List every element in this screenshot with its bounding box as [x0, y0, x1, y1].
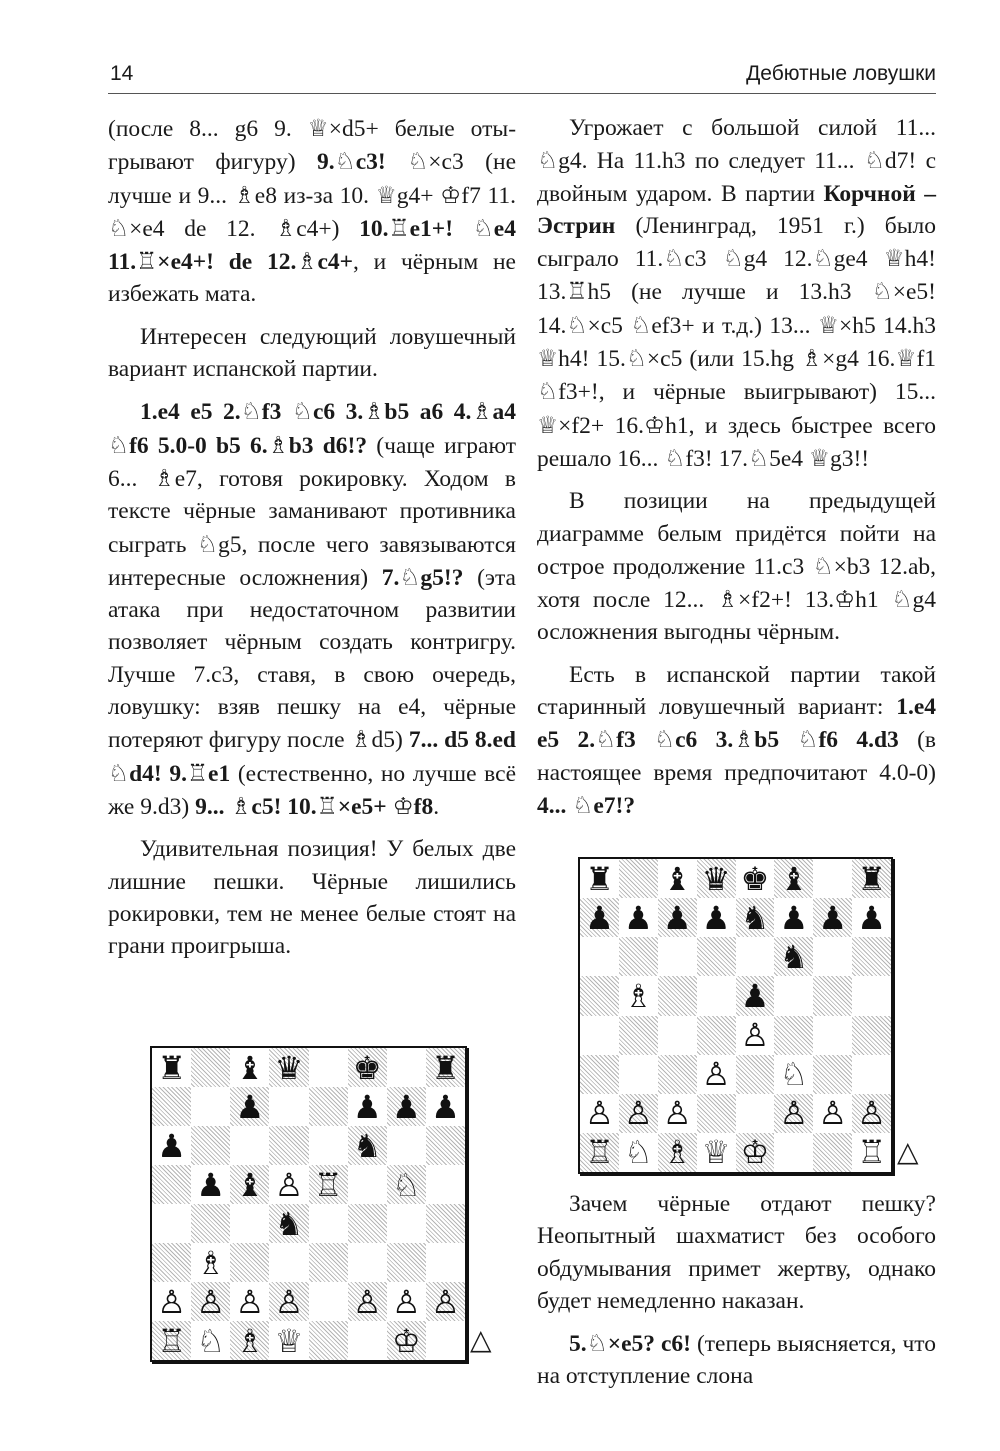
paragraph: В позиции на предыдущей диаграмме белым придётся пойти на острое продолжение 11.c3 ♘×b3 12.ab, хотя после 12... ♗×f2+! 13.♔h1 ♘g4 осложнения выгодны чёрным.	[537, 488, 937, 646]
black-rook-icon: ♜	[857, 859, 886, 898]
board-square	[658, 937, 697, 976]
board-square	[852, 859, 891, 898]
board-square	[736, 1016, 775, 1055]
board-square	[387, 1165, 426, 1204]
board-square	[269, 1282, 308, 1321]
white-bishop-icon: ♗	[623, 976, 653, 1015]
board-square	[774, 1133, 813, 1172]
board-square	[774, 1094, 813, 1133]
board-square	[619, 1055, 658, 1094]
paragraph: Угрожает с большой силой 11... ♘g4. На 11.h3 по следует 11... ♘d7! с двойным ударом. В партии Корчной – Эстрин (Ленинград, 1951 г.) было сыграло 11.♘c3 ♘g4 12.♘ge4 ♕h4! 13.♖h5 (не лучше и 13.h3 ♘×e5! 14.♘×c5 ♘ef3+ и т.д.) 13... ♕×h5 14.h3 ♕h4! 15.♘×c5 (или 15.hg ♗×g4 16.♕f1 ♘f3+!, и чёрные выигрывают) 15... ♕×f2+ 16.♔h1, и здесь быстрее всего решало 16... ♘f3! 17.♘5e4 ♕g3!!	[537, 115, 937, 472]
board-square	[736, 1133, 775, 1172]
board-square	[852, 1094, 891, 1133]
board-square	[658, 1133, 697, 1172]
black-bishop-icon: ♝	[235, 1048, 265, 1087]
board-square	[152, 1126, 191, 1165]
black-pawn-icon: ♟	[857, 898, 886, 937]
white-knight-icon: ♘	[779, 1055, 809, 1094]
black-pawn-icon: ♟	[623, 898, 653, 937]
board-square	[269, 1204, 308, 1243]
paragraph: Есть в испанской партии такой старинный ловушечный вариант: 1.e4 e5 2.♘f3 ♘c6 3.♗b5 ♘f6 4.d3 (в настоящее время предпочитают 4.0-0) 4... ♘e7!?	[537, 661, 937, 819]
board-square	[852, 1055, 891, 1094]
white-king-icon: ♔	[391, 1321, 421, 1360]
board-square	[697, 1094, 736, 1133]
board-square	[230, 1048, 269, 1087]
white-rook-icon: ♖	[585, 1133, 614, 1172]
white-pawn-icon: ♙	[157, 1282, 186, 1321]
header-rule	[108, 93, 936, 94]
black-rook-icon: ♜	[157, 1048, 186, 1087]
black-knight-icon: ♞	[740, 898, 770, 937]
board-square	[426, 1243, 465, 1282]
board-square	[619, 859, 658, 898]
page-header	[108, 60, 936, 90]
black-bishop-icon: ♝	[235, 1165, 265, 1204]
board-square	[619, 1094, 658, 1133]
board-square	[230, 1126, 269, 1165]
board-square	[580, 1055, 619, 1094]
board-square	[348, 1321, 387, 1360]
black-king-icon: ♚	[352, 1048, 382, 1087]
black-bishop-icon: ♝	[779, 859, 809, 898]
white-pawn-icon: ♙	[740, 1016, 770, 1055]
white-to-move-icon: △	[897, 1135, 919, 1168]
board-square	[813, 976, 852, 1015]
board-square	[697, 976, 736, 1015]
board-square	[580, 1094, 619, 1133]
board-square	[580, 859, 619, 898]
chess-diagram-2	[578, 857, 893, 1174]
board-square	[269, 1165, 308, 1204]
board-square	[426, 1165, 465, 1204]
board-square	[813, 1055, 852, 1094]
board-square	[348, 1126, 387, 1165]
board-square	[736, 859, 775, 898]
paragraph: Удивительная позиция! У белых две лишние пешки. Чёрные лишились рокировки, тем не менее белые стоят на грани проигрыша.	[108, 836, 516, 960]
board-square	[230, 1165, 269, 1204]
board-square	[309, 1165, 348, 1204]
board-square	[191, 1204, 230, 1243]
white-pawn-icon: ♙	[818, 1094, 848, 1133]
board-square	[813, 937, 852, 976]
paragraph: (после 8... g6 9. ♕×d5+ белые отыгрывают фигуру) 9.♘c3! ♘×c3 (не лучше и 9... ♗e8 из-за 10. ♕g4+ ♔f7 11. ♘×e4 de 12. ♗c4+) 10.♖e1+! ♘e4 11.♖×e4+! de 12.♗c4+, и чёрным не избежать мата.	[108, 114, 517, 308]
board-square	[230, 1204, 269, 1243]
white-rook-icon: ♖	[157, 1321, 186, 1360]
white-pawn-icon: ♙	[274, 1282, 304, 1321]
black-pawn-icon: ♟	[779, 898, 809, 937]
white-pawn-icon: ♙	[274, 1165, 304, 1204]
paragraph: 1.e4 e5 2.♘f3 ♘c6 3.♗b5 a6 4.♗a4 ♘f6 5.0-0 b5 6.♗b3 d6!? (чаще играют 6... ♗e7, готовя рокировку. Ходом в тексте чёрные заманивают противника сыграть ♘g5, после чего завязываются интересные осложнения) 7.♘g5!? (эта атака при недостаточном развитии позволяет чёрным создать контригру. Лучше 7.c3, ставя, в свою очередь, ловушку: взяв пешку на e4, чёрные потеряют фигуру после ♗d5) 7... d5 8.ed ♘d4! 9.♖e1 (естественно, но лучше всё же 9.d3) 9... ♗c5! 10.♖×e5+ ♔f8.	[108, 397, 517, 820]
board-square	[426, 1204, 465, 1243]
board-square	[269, 1087, 308, 1126]
board-square	[426, 1087, 465, 1126]
black-rook-icon: ♜	[431, 1048, 460, 1087]
board-square	[152, 1243, 191, 1282]
board-square	[852, 1016, 891, 1055]
board-square	[269, 1126, 308, 1165]
board-square	[774, 859, 813, 898]
board-square	[736, 898, 775, 937]
black-pawn-icon: ♟	[391, 1087, 421, 1126]
board-square	[852, 1133, 891, 1172]
board-square	[852, 937, 891, 976]
right-column-top-text	[537, 112, 936, 822]
white-bishop-icon: ♗	[235, 1321, 265, 1360]
board-square	[230, 1243, 269, 1282]
board-square	[619, 1016, 658, 1055]
white-pawn-icon: ♙	[431, 1282, 460, 1321]
black-knight-icon: ♞	[274, 1204, 304, 1243]
right-column-bottom-text	[537, 1188, 936, 1403]
white-pawn-icon: ♙	[352, 1282, 382, 1321]
black-pawn-icon: ♟	[431, 1087, 460, 1126]
black-rook-icon: ♜	[585, 859, 614, 898]
black-pawn-icon: ♟	[740, 976, 770, 1015]
board-square	[658, 898, 697, 937]
board-square	[697, 1133, 736, 1172]
board-square	[387, 1282, 426, 1321]
board-square	[387, 1087, 426, 1126]
board-square	[348, 1243, 387, 1282]
board-square	[191, 1321, 230, 1360]
board-square	[774, 1016, 813, 1055]
left-column	[108, 112, 516, 972]
board-square	[152, 1087, 191, 1126]
board-square	[152, 1048, 191, 1087]
board-square	[580, 937, 619, 976]
black-pawn-icon: ♟	[196, 1165, 226, 1204]
black-pawn-icon: ♟	[235, 1087, 265, 1126]
board-square	[813, 1094, 852, 1133]
black-king-icon: ♚	[740, 859, 770, 898]
board-square	[813, 898, 852, 937]
board-square	[348, 1282, 387, 1321]
board-square	[697, 1055, 736, 1094]
board-square	[813, 1133, 852, 1172]
white-pawn-icon: ♙	[857, 1094, 886, 1133]
black-pawn-icon: ♟	[701, 898, 731, 937]
board-square	[580, 898, 619, 937]
white-queen-icon: ♕	[274, 1321, 304, 1360]
board-square	[152, 1204, 191, 1243]
black-pawn-icon: ♟	[157, 1126, 186, 1165]
board-square	[774, 937, 813, 976]
board-square	[309, 1048, 348, 1087]
board-square	[658, 859, 697, 898]
board-square	[619, 1133, 658, 1172]
board-square	[387, 1126, 426, 1165]
board-square	[387, 1204, 426, 1243]
white-bishop-icon: ♗	[662, 1133, 692, 1172]
board-square	[348, 1165, 387, 1204]
white-pawn-icon: ♙	[779, 1094, 809, 1133]
board-square	[658, 1055, 697, 1094]
board-square	[852, 898, 891, 937]
board-square	[191, 1126, 230, 1165]
board-square	[230, 1282, 269, 1321]
black-queen-icon: ♛	[274, 1048, 304, 1087]
board-square	[736, 976, 775, 1015]
board-square	[697, 898, 736, 937]
white-bishop-icon: ♗	[196, 1243, 226, 1282]
board-square	[152, 1165, 191, 1204]
black-bishop-icon: ♝	[662, 859, 692, 898]
board-square	[387, 1048, 426, 1087]
white-knight-icon: ♘	[623, 1133, 653, 1172]
board-square	[580, 1016, 619, 1055]
board-square	[426, 1048, 465, 1087]
white-knight-icon: ♘	[391, 1165, 421, 1204]
board-square	[230, 1321, 269, 1360]
board-square	[309, 1243, 348, 1282]
board-square	[309, 1321, 348, 1360]
board-square	[813, 1016, 852, 1055]
paragraph: 5.♘×e5? c6! (теперь выясняется, что на отступление слона	[537, 1329, 937, 1390]
black-pawn-icon: ♟	[818, 898, 848, 937]
board-square	[658, 1094, 697, 1133]
black-pawn-icon: ♟	[585, 898, 614, 937]
board-square	[348, 1204, 387, 1243]
board-square	[387, 1243, 426, 1282]
board-square	[736, 1055, 775, 1094]
board-square	[191, 1087, 230, 1126]
board-square	[426, 1282, 465, 1321]
black-pawn-icon: ♟	[352, 1087, 382, 1126]
board-square	[774, 898, 813, 937]
board-square	[619, 937, 658, 976]
white-rook-icon: ♖	[313, 1165, 343, 1204]
board-square	[191, 1165, 230, 1204]
board-square	[348, 1048, 387, 1087]
board-square	[269, 1243, 308, 1282]
board-square	[269, 1048, 308, 1087]
white-pawn-icon: ♙	[585, 1094, 614, 1133]
black-pawn-icon: ♟	[662, 898, 692, 937]
board-square	[619, 976, 658, 1015]
paragraph: Интересен следующий ловушечный вариант испанской партии.	[108, 323, 516, 383]
board-square	[580, 1133, 619, 1172]
board-square	[580, 976, 619, 1015]
white-queen-icon: ♕	[701, 1133, 731, 1172]
black-queen-icon: ♛	[701, 859, 731, 898]
board-square	[191, 1243, 230, 1282]
white-pawn-icon: ♙	[623, 1094, 653, 1133]
board-square	[697, 937, 736, 976]
white-king-icon: ♔	[740, 1133, 770, 1172]
board-square	[658, 1016, 697, 1055]
board-square	[736, 937, 775, 976]
white-to-move-icon: △	[470, 1323, 492, 1356]
board-square	[852, 976, 891, 1015]
right-column	[537, 112, 936, 832]
black-knight-icon: ♞	[779, 937, 809, 976]
board-square	[697, 859, 736, 898]
board-square	[269, 1321, 308, 1360]
board-square	[152, 1282, 191, 1321]
white-rook-icon: ♖	[857, 1133, 886, 1172]
white-knight-icon: ♘	[196, 1321, 226, 1360]
white-pawn-icon: ♙	[701, 1055, 731, 1094]
running-head: Дебютные ловушки	[746, 62, 936, 85]
board-square	[387, 1321, 426, 1360]
board-square	[191, 1048, 230, 1087]
board-square	[774, 976, 813, 1015]
black-knight-icon: ♞	[352, 1126, 382, 1165]
board-square	[658, 976, 697, 1015]
page-number: 14	[110, 62, 134, 85]
board-square	[309, 1126, 348, 1165]
board-square	[191, 1282, 230, 1321]
board-square	[426, 1126, 465, 1165]
board-square	[774, 1055, 813, 1094]
board-square	[152, 1321, 191, 1360]
board-square	[697, 1016, 736, 1055]
paragraph: Зачем чёрные отдают пешку? Неопытный шахматист без особого обдумывания примет жертву, однако будет немедленно наказан.	[537, 1191, 936, 1314]
white-pawn-icon: ♙	[235, 1282, 265, 1321]
board-square	[309, 1204, 348, 1243]
chess-diagram-1	[150, 1046, 467, 1362]
white-pawn-icon: ♙	[196, 1282, 226, 1321]
board-square	[309, 1087, 348, 1126]
white-pawn-icon: ♙	[391, 1282, 421, 1321]
board-square	[230, 1087, 269, 1126]
board-square	[813, 859, 852, 898]
board-square	[348, 1087, 387, 1126]
board-square	[426, 1321, 465, 1360]
white-pawn-icon: ♙	[662, 1094, 692, 1133]
board-square	[619, 898, 658, 937]
board-square	[309, 1282, 348, 1321]
board-square	[736, 1094, 775, 1133]
